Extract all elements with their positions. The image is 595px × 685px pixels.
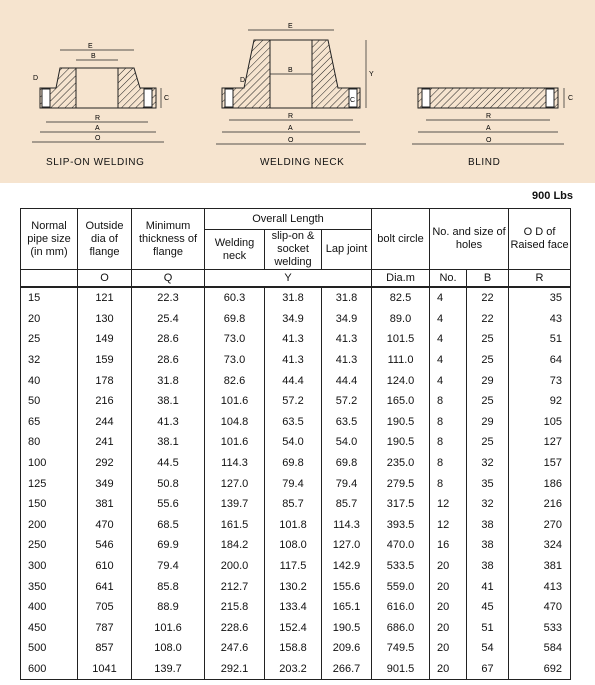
svg-text:D: D (33, 75, 39, 82)
cell-outside-dia: 705 (78, 597, 132, 618)
svg-text:E: E (88, 43, 93, 50)
cell-raised-face: 413 (509, 576, 571, 597)
symbol-bolt: Dia.m (372, 270, 430, 288)
cell-hole-size: 25 (467, 432, 509, 453)
cell-welding-neck: 292.1 (205, 659, 265, 680)
cell-pipe-size: 200 (21, 515, 78, 536)
cell-hole-size: 38 (467, 535, 509, 556)
table-row (21, 535, 571, 556)
cell-outside-dia: 121 (78, 287, 132, 309)
welding-neck-caption: WELDING NECK (260, 157, 345, 168)
cell-lap-joint: 57.2 (322, 391, 372, 412)
cell-thickness: 38.1 (132, 432, 205, 453)
svg-text:O: O (288, 137, 294, 144)
cell-slip-socket: 41.3 (265, 350, 322, 371)
svg-text:A: A (95, 125, 100, 132)
svg-text:R: R (95, 115, 101, 122)
cell-hole-size: 32 (467, 494, 509, 515)
cell-bolt-circle: 111.0 (372, 350, 430, 371)
cell-bolt-circle: 317.5 (372, 494, 430, 515)
cell-thickness: 31.8 (132, 370, 205, 391)
cell-raised-face: 73 (509, 370, 571, 391)
cell-thickness: 79.4 (132, 556, 205, 577)
cell-hole-size: 29 (467, 412, 509, 433)
drawings-panel (0, 0, 595, 183)
table-row (21, 494, 571, 515)
cell-raised-face: 105 (509, 412, 571, 433)
cell-lap-joint: 79.4 (322, 473, 372, 494)
cell-hole-count: 20 (430, 618, 467, 639)
cell-raised-face: 64 (509, 350, 571, 371)
cell-pipe-size: 150 (21, 494, 78, 515)
slip-on-flange-drawing (18, 20, 183, 150)
svg-text:C: C (164, 95, 170, 102)
cell-raised-face: 186 (509, 473, 571, 494)
cell-slip-socket: 69.8 (265, 453, 322, 474)
blind-flange-drawing (408, 20, 583, 150)
header-min-thickness: Minimum thickness of flange (132, 209, 205, 270)
cell-hole-size: 38 (467, 515, 509, 536)
cell-bolt-circle: 533.5 (372, 556, 430, 577)
cell-outside-dia: 178 (78, 370, 132, 391)
cell-bolt-circle: 901.5 (372, 659, 430, 680)
svg-text:O: O (95, 135, 101, 142)
cell-thickness: 44.5 (132, 453, 205, 474)
cell-welding-neck: 60.3 (205, 287, 265, 309)
cell-welding-neck: 73.0 (205, 350, 265, 371)
cell-thickness: 55.6 (132, 494, 205, 515)
cell-hole-size: 54 (467, 638, 509, 659)
cell-outside-dia: 216 (78, 391, 132, 412)
cell-hole-size: 67 (467, 659, 509, 680)
cell-slip-socket: 31.8 (265, 287, 322, 309)
cell-thickness: 41.3 (132, 412, 205, 433)
symbol-length: Y (205, 270, 372, 288)
cell-slip-socket: 130.2 (265, 576, 322, 597)
cell-hole-count: 8 (430, 391, 467, 412)
cell-hole-count: 4 (430, 287, 467, 309)
cell-bolt-circle: 749.5 (372, 638, 430, 659)
cell-bolt-circle: 165.0 (372, 391, 430, 412)
cell-pipe-size: 65 (21, 412, 78, 433)
cell-pipe-size: 15 (21, 287, 78, 309)
cell-pipe-size: 600 (21, 659, 78, 680)
table-row (21, 473, 571, 494)
svg-text:B: B (288, 67, 293, 74)
cell-hole-size: 41 (467, 576, 509, 597)
cell-hole-size: 25 (467, 329, 509, 350)
cell-hole-size: 38 (467, 556, 509, 577)
cell-lap-joint: 114.3 (322, 515, 372, 536)
cell-pipe-size: 20 (21, 309, 78, 330)
table-body (21, 287, 571, 680)
header-lap-joint: Lap joint (322, 230, 372, 270)
cell-bolt-circle: 686.0 (372, 618, 430, 639)
cell-slip-socket: 34.9 (265, 309, 322, 330)
table-row (21, 597, 571, 618)
cell-welding-neck: 114.3 (205, 453, 265, 474)
cell-outside-dia: 1041 (78, 659, 132, 680)
cell-welding-neck: 73.0 (205, 329, 265, 350)
header-slip-socket: slip-on & socket welding (265, 230, 322, 270)
cell-lap-joint: 54.0 (322, 432, 372, 453)
svg-text:A: A (288, 125, 293, 132)
cell-bolt-circle: 279.5 (372, 473, 430, 494)
cell-lap-joint: 41.3 (322, 350, 372, 371)
cell-raised-face: 127 (509, 432, 571, 453)
cell-outside-dia: 292 (78, 453, 132, 474)
cell-hole-count: 20 (430, 659, 467, 680)
cell-pipe-size: 250 (21, 535, 78, 556)
cell-hole-size: 35 (467, 473, 509, 494)
cell-welding-neck: 139.7 (205, 494, 265, 515)
cell-thickness: 101.6 (132, 618, 205, 639)
cell-outside-dia: 546 (78, 535, 132, 556)
cell-outside-dia: 787 (78, 618, 132, 639)
cell-lap-joint: 266.7 (322, 659, 372, 680)
cell-bolt-circle: 101.5 (372, 329, 430, 350)
cell-hole-size: 51 (467, 618, 509, 639)
table-row (21, 350, 571, 371)
cell-hole-count: 12 (430, 515, 467, 536)
welding-neck-flange-drawing (212, 20, 382, 150)
cell-pipe-size: 500 (21, 638, 78, 659)
cell-welding-neck: 104.8 (205, 412, 265, 433)
cell-lap-joint: 41.3 (322, 329, 372, 350)
header-raised-face: O D of Raised face (509, 209, 571, 270)
cell-hole-count: 8 (430, 412, 467, 433)
cell-hole-size: 29 (467, 370, 509, 391)
table-row (21, 370, 571, 391)
cell-welding-neck: 215.8 (205, 597, 265, 618)
cell-welding-neck: 101.6 (205, 391, 265, 412)
cell-welding-neck: 101.6 (205, 432, 265, 453)
table-row (21, 515, 571, 536)
svg-text:C: C (568, 95, 574, 102)
cell-hole-size: 32 (467, 453, 509, 474)
cell-bolt-circle: 124.0 (372, 370, 430, 391)
cell-lap-joint: 155.6 (322, 576, 372, 597)
cell-raised-face: 43 (509, 309, 571, 330)
cell-raised-face: 51 (509, 329, 571, 350)
cell-slip-socket: 57.2 (265, 391, 322, 412)
cell-lap-joint: 142.9 (322, 556, 372, 577)
cell-raised-face: 157 (509, 453, 571, 474)
cell-lap-joint: 63.5 (322, 412, 372, 433)
table-row (21, 329, 571, 350)
cell-lap-joint: 190.5 (322, 618, 372, 639)
cell-slip-socket: 117.5 (265, 556, 322, 577)
cell-pipe-size: 40 (21, 370, 78, 391)
cell-welding-neck: 247.6 (205, 638, 265, 659)
slip-on-caption: SLIP-ON WELDING (46, 157, 145, 168)
cell-pipe-size: 300 (21, 556, 78, 577)
header-holes: No. and size of holes (430, 209, 509, 270)
cell-thickness: 139.7 (132, 659, 205, 680)
cell-bolt-circle: 89.0 (372, 309, 430, 330)
cell-thickness: 25.4 (132, 309, 205, 330)
cell-outside-dia: 381 (78, 494, 132, 515)
cell-raised-face: 470 (509, 597, 571, 618)
cell-lap-joint: 69.8 (322, 453, 372, 474)
header-outside-dia: Outside dia of flange (78, 209, 132, 270)
cell-outside-dia: 130 (78, 309, 132, 330)
cell-hole-size: 25 (467, 391, 509, 412)
table-row (21, 287, 571, 309)
symbol-blank (21, 270, 78, 288)
cell-outside-dia: 641 (78, 576, 132, 597)
cell-bolt-circle: 190.5 (372, 412, 430, 433)
cell-lap-joint: 209.6 (322, 638, 372, 659)
cell-bolt-circle: 470.0 (372, 535, 430, 556)
cell-welding-neck: 184.2 (205, 535, 265, 556)
cell-pipe-size: 450 (21, 618, 78, 639)
cell-hole-count: 20 (430, 597, 467, 618)
cell-lap-joint: 165.1 (322, 597, 372, 618)
cell-pipe-size: 80 (21, 432, 78, 453)
cell-slip-socket: 44.4 (265, 370, 322, 391)
cell-pipe-size: 400 (21, 597, 78, 618)
cell-hole-count: 4 (430, 309, 467, 330)
svg-text:Y: Y (369, 71, 374, 78)
cell-welding-neck: 161.5 (205, 515, 265, 536)
cell-slip-socket: 41.3 (265, 329, 322, 350)
cell-raised-face: 270 (509, 515, 571, 536)
cell-outside-dia: 610 (78, 556, 132, 577)
cell-hole-count: 4 (430, 329, 467, 350)
table-row (21, 432, 571, 453)
table-row (21, 309, 571, 330)
cell-outside-dia: 349 (78, 473, 132, 494)
cell-raised-face: 92 (509, 391, 571, 412)
cell-hole-size: 22 (467, 287, 509, 309)
table-row (21, 453, 571, 474)
cell-outside-dia: 470 (78, 515, 132, 536)
cell-pipe-size: 50 (21, 391, 78, 412)
svg-text:C: C (350, 97, 356, 104)
pressure-rating: 900 Lbs (532, 190, 573, 202)
cell-outside-dia: 241 (78, 432, 132, 453)
header-overall-length: Overall Length (205, 209, 372, 230)
cell-hole-count: 16 (430, 535, 467, 556)
header-bolt-circle: bolt circle (372, 209, 430, 270)
blind-caption: BLIND (468, 157, 501, 168)
svg-text:E: E (288, 23, 293, 30)
header-welding-neck: Welding neck (205, 230, 265, 270)
svg-text:D: D (240, 77, 246, 84)
cell-raised-face: 692 (509, 659, 571, 680)
cell-raised-face: 216 (509, 494, 571, 515)
cell-bolt-circle: 82.5 (372, 287, 430, 309)
cell-hole-count: 20 (430, 638, 467, 659)
cell-slip-socket: 63.5 (265, 412, 322, 433)
symbol-rf: R (509, 270, 571, 288)
table-row (21, 391, 571, 412)
cell-welding-neck: 200.0 (205, 556, 265, 577)
cell-hole-count: 4 (430, 350, 467, 371)
cell-pipe-size: 125 (21, 473, 78, 494)
cell-thickness: 85.8 (132, 576, 205, 597)
table-row (21, 412, 571, 433)
cell-welding-neck: 212.7 (205, 576, 265, 597)
svg-text:B: B (91, 53, 96, 60)
cell-thickness: 28.6 (132, 350, 205, 371)
symbol-thickness: Q (132, 270, 205, 288)
cell-slip-socket: 152.4 (265, 618, 322, 639)
cell-thickness: 50.8 (132, 473, 205, 494)
cell-welding-neck: 228.6 (205, 618, 265, 639)
cell-hole-count: 20 (430, 556, 467, 577)
cell-hole-count: 8 (430, 453, 467, 474)
cell-lap-joint: 31.8 (322, 287, 372, 309)
cell-lap-joint: 44.4 (322, 370, 372, 391)
cell-thickness: 22.3 (132, 287, 205, 309)
table-row (21, 556, 571, 577)
cell-bolt-circle: 190.5 (372, 432, 430, 453)
cell-hole-count: 20 (430, 576, 467, 597)
cell-raised-face: 324 (509, 535, 571, 556)
cell-thickness: 108.0 (132, 638, 205, 659)
cell-raised-face: 584 (509, 638, 571, 659)
cell-hole-count: 12 (430, 494, 467, 515)
cell-bolt-circle: 616.0 (372, 597, 430, 618)
header-pipe-size: Normal pipe size (in mm) (21, 209, 78, 270)
cell-hole-size: 45 (467, 597, 509, 618)
cell-slip-socket: 203.2 (265, 659, 322, 680)
cell-outside-dia: 857 (78, 638, 132, 659)
cell-raised-face: 381 (509, 556, 571, 577)
cell-welding-neck: 82.6 (205, 370, 265, 391)
cell-pipe-size: 100 (21, 453, 78, 474)
table-row (21, 576, 571, 597)
cell-outside-dia: 244 (78, 412, 132, 433)
svg-text:R: R (288, 113, 294, 120)
table-row (21, 638, 571, 659)
svg-text:O: O (486, 137, 492, 144)
cell-raised-face: 35 (509, 287, 571, 309)
cell-pipe-size: 350 (21, 576, 78, 597)
cell-lap-joint: 85.7 (322, 494, 372, 515)
cell-slip-socket: 54.0 (265, 432, 322, 453)
cell-bolt-circle: 559.0 (372, 576, 430, 597)
cell-hole-count: 8 (430, 473, 467, 494)
cell-lap-joint: 34.9 (322, 309, 372, 330)
cell-slip-socket: 79.4 (265, 473, 322, 494)
cell-hole-size: 22 (467, 309, 509, 330)
flange-dimensions-table (20, 208, 571, 680)
cell-thickness: 88.9 (132, 597, 205, 618)
symbol-no: No. (430, 270, 467, 288)
cell-outside-dia: 149 (78, 329, 132, 350)
table-row (21, 659, 571, 680)
cell-thickness: 69.9 (132, 535, 205, 556)
cell-slip-socket: 133.4 (265, 597, 322, 618)
symbol-od: O (78, 270, 132, 288)
cell-welding-neck: 69.8 (205, 309, 265, 330)
flange-dimensions-table-wrap (20, 208, 570, 680)
symbol-size: B (467, 270, 509, 288)
cell-lap-joint: 127.0 (322, 535, 372, 556)
cell-hole-count: 8 (430, 432, 467, 453)
cell-thickness: 68.5 (132, 515, 205, 536)
cell-slip-socket: 101.8 (265, 515, 322, 536)
cell-raised-face: 533 (509, 618, 571, 639)
cell-slip-socket: 85.7 (265, 494, 322, 515)
cell-thickness: 28.6 (132, 329, 205, 350)
cell-hole-count: 4 (430, 370, 467, 391)
cell-welding-neck: 127.0 (205, 473, 265, 494)
cell-pipe-size: 32 (21, 350, 78, 371)
cell-thickness: 38.1 (132, 391, 205, 412)
cell-pipe-size: 25 (21, 329, 78, 350)
table-row (21, 618, 571, 639)
cell-hole-size: 25 (467, 350, 509, 371)
cell-outside-dia: 159 (78, 350, 132, 371)
cell-bolt-circle: 235.0 (372, 453, 430, 474)
cell-slip-socket: 158.8 (265, 638, 322, 659)
svg-text:A: A (486, 125, 491, 132)
svg-text:R: R (486, 113, 492, 120)
cell-bolt-circle: 393.5 (372, 515, 430, 536)
cell-slip-socket: 108.0 (265, 535, 322, 556)
